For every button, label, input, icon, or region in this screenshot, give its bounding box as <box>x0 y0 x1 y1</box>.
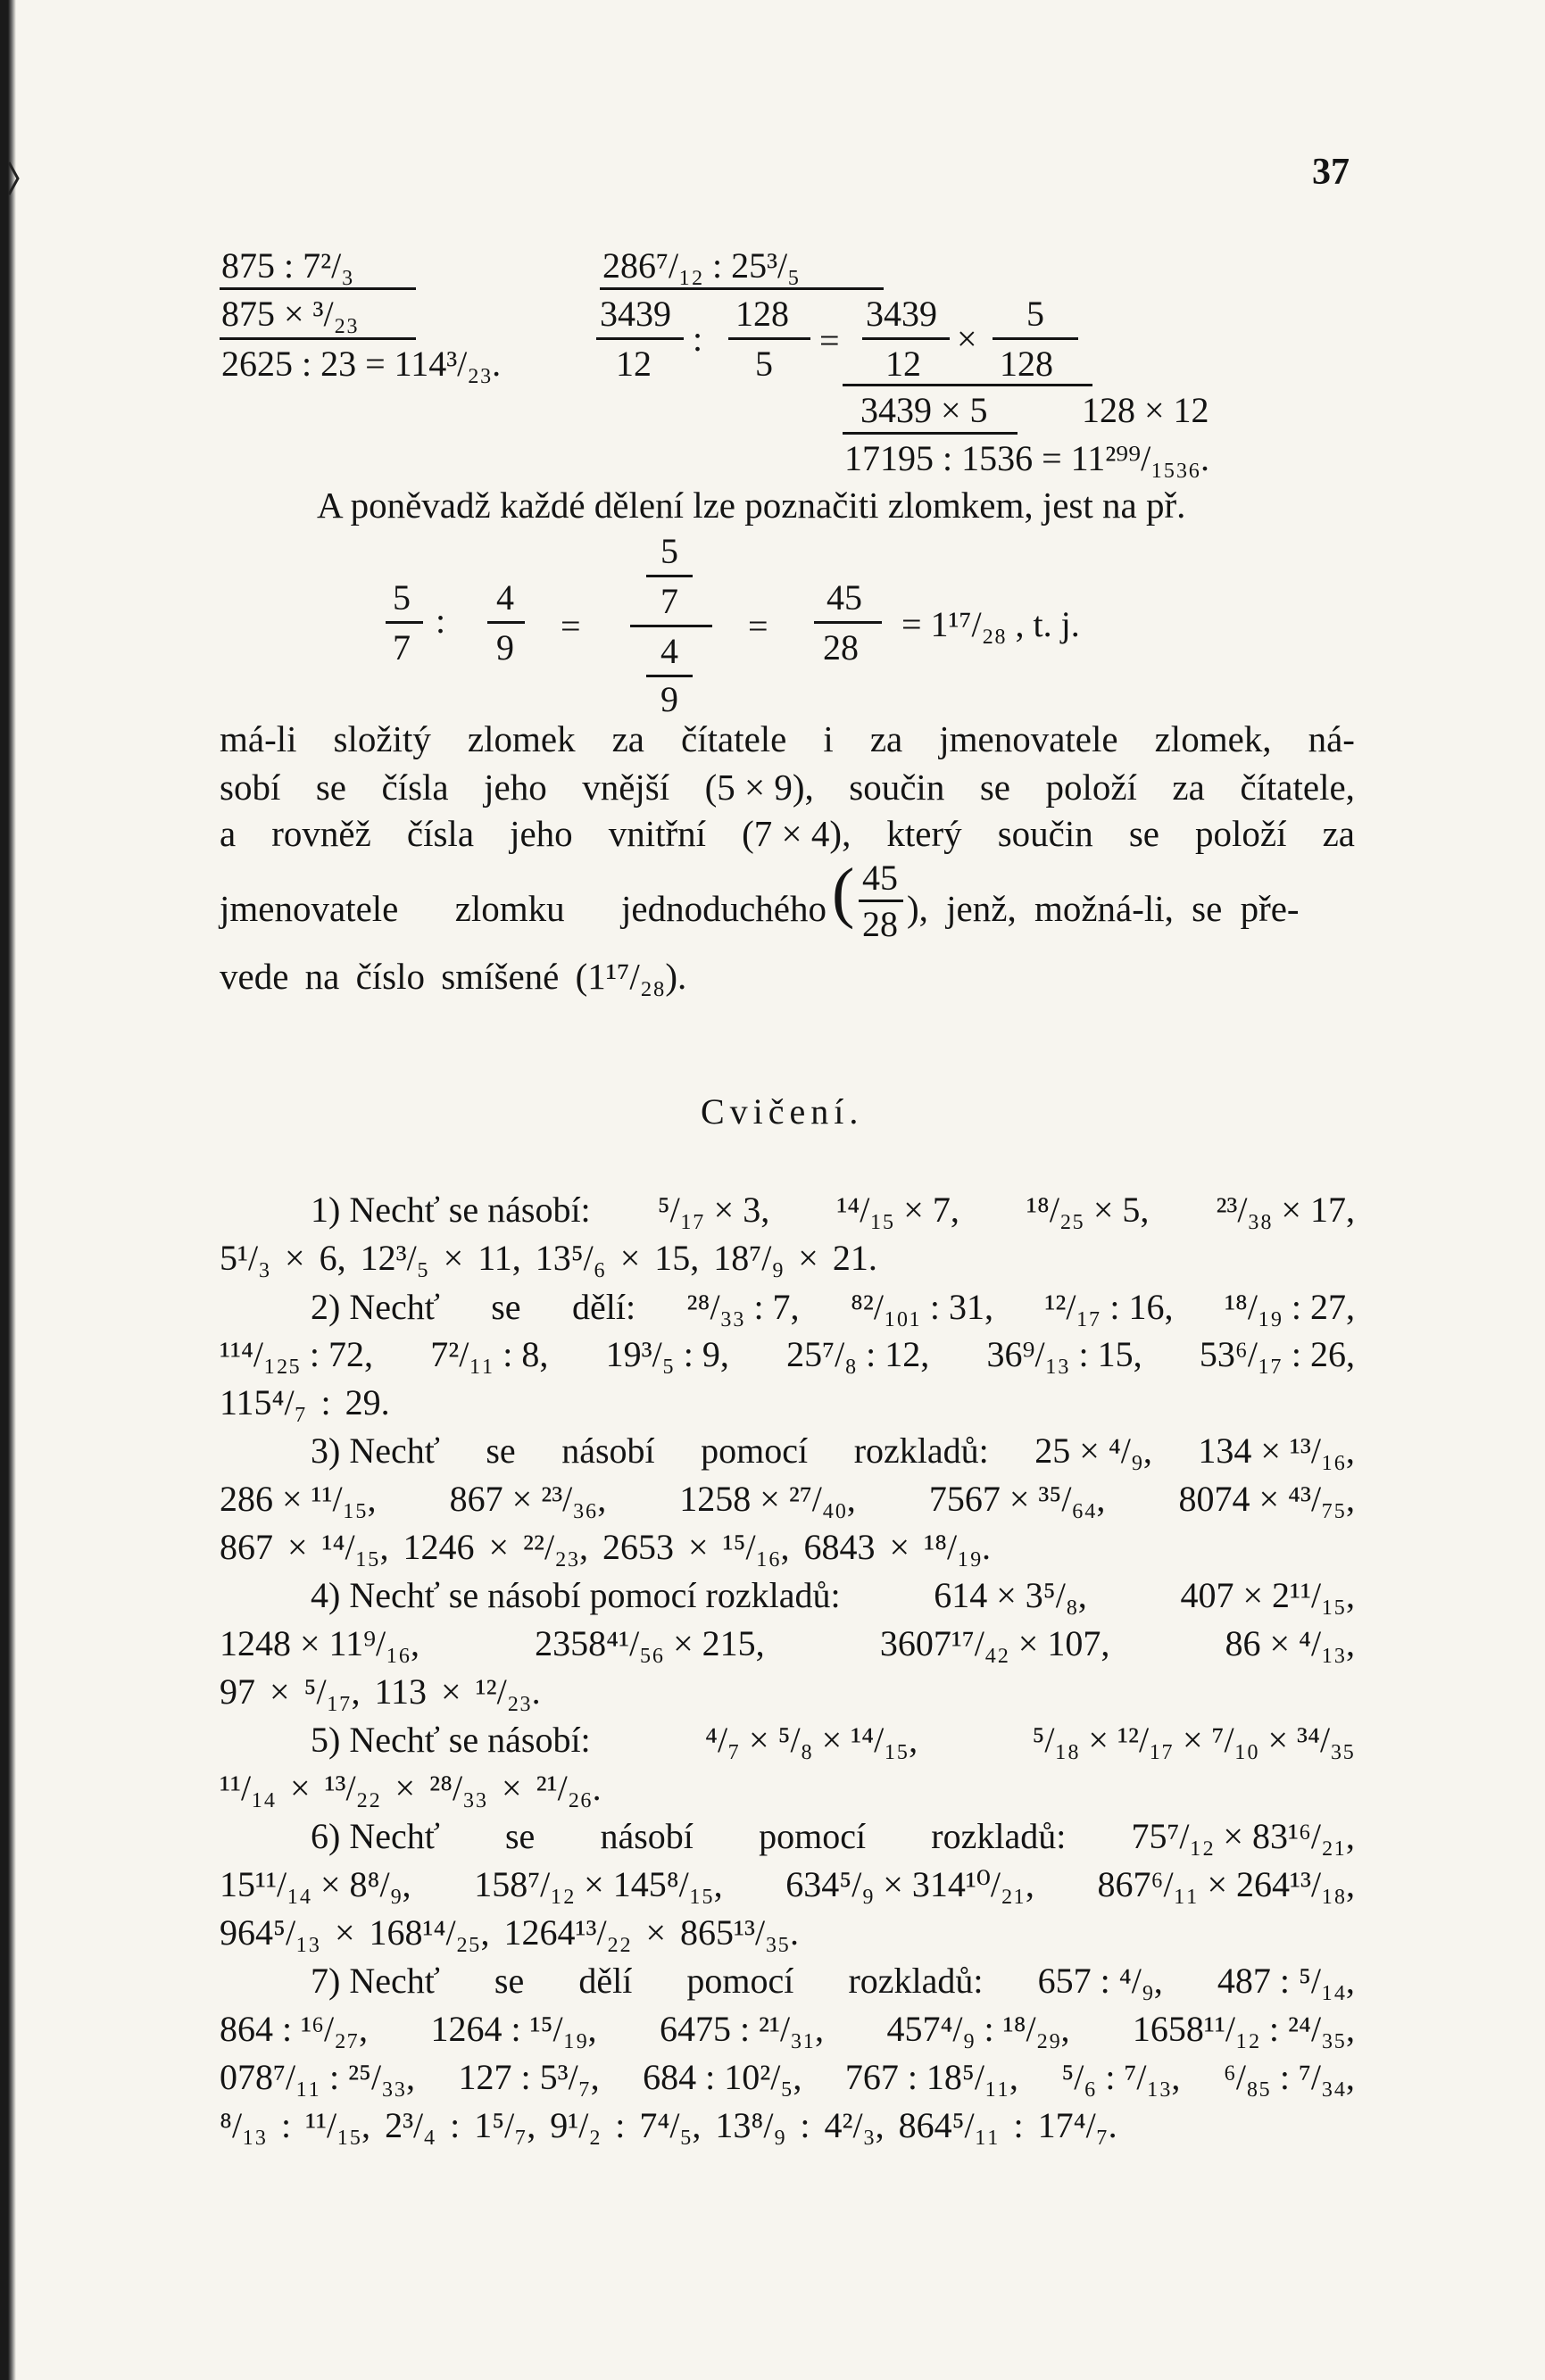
exercise-item: ¹⁸/₂₅ × 5, <box>1026 1190 1150 1230</box>
exercise-item: pomocí <box>759 1816 867 1856</box>
ex2-den3: 12 <box>885 344 921 384</box>
ex2-frac-bar2 <box>728 337 810 340</box>
cf-bot-bar <box>646 675 693 677</box>
exercise-item: 6) Nechť <box>311 1816 440 1856</box>
exercise-item: ⁵/₁₇ × 3, <box>657 1190 770 1230</box>
word: součin <box>849 767 945 808</box>
exercise-line <box>220 1770 602 1806</box>
exercise-item: ⁸/₁₃ : ¹¹/₁₅, <box>220 2105 371 2145</box>
cf-b-den: 9 <box>496 627 514 668</box>
word: čítatele <box>681 718 787 759</box>
exercise-line <box>311 1816 1355 1856</box>
exercise-item: 7567 × ³⁵/₆₄, <box>928 1479 1106 1519</box>
exercise-item: pomocí <box>686 1961 794 2001</box>
exercise-line <box>220 1334 1355 1374</box>
exercise-item: ⁴/₇ × ⁵/₈ × ¹⁴/₁₅, <box>705 1720 918 1760</box>
exercise-item: ¹¹⁴/₁₂₅ : 72, <box>220 1334 373 1374</box>
ex2-result: 17195 : 1536 = 11²⁹⁹/₁₅₃₆. <box>844 438 1209 478</box>
exercise-item: 25 × ⁴/₉, <box>1034 1430 1152 1471</box>
exercise-item: 86 × ⁴/₁₃, <box>1225 1623 1355 1663</box>
exercise-item: 614 × 3⁵/₈, <box>934 1575 1087 1615</box>
ex2-colon: : <box>693 319 703 359</box>
ex2-frac-bar3 <box>862 337 950 340</box>
exercise-item: dělí <box>578 1961 633 2001</box>
left-paren: ( <box>832 855 855 930</box>
ex2-den1: 12 <box>616 344 652 384</box>
word: složitý <box>333 718 431 759</box>
explanation-line-5: vede na číslo smíšené (1¹⁷/₂₈). <box>220 956 687 997</box>
explanation-line-4a <box>220 888 826 929</box>
cf-equals2: = <box>748 606 768 646</box>
ex2-times: × <box>957 319 977 359</box>
exercise-item: 1) Nechť se násobí: <box>311 1190 591 1230</box>
word: ná- <box>1308 718 1355 759</box>
cf-b-bar <box>487 621 525 624</box>
ex2-equals: = <box>819 320 840 361</box>
word: má-li <box>220 718 297 759</box>
exercise-item: 1658¹¹/₁₂ : ²⁴/₃₅, <box>1132 2009 1355 2049</box>
cf-colon: : <box>436 601 446 641</box>
exercise-line <box>220 2011 1355 2047</box>
exercise-line <box>220 2057 1355 2097</box>
exercise-item: 15¹¹/₁₄ × 8⁸/₉, <box>220 1864 411 1904</box>
exercise-item: 5) Nechť se násobí: <box>311 1720 591 1760</box>
exercise-item: 634⁵/₉ × 314¹⁰/₂₁, <box>785 1864 1034 1904</box>
exercise-item: 286 × ¹¹/₁₅, <box>220 1479 377 1519</box>
exercise-item: ²⁸/₃₃ : 7, <box>686 1287 800 1327</box>
exercise-item: rozkladů: <box>853 1430 989 1471</box>
exercise-line <box>220 1527 992 1567</box>
page-number: 37 <box>1312 152 1350 193</box>
exercise-item: 7²/₁₁ : 8, <box>430 1334 549 1374</box>
exercise-item: 2) Nechť <box>311 1287 440 1327</box>
ex2-product-rule <box>843 432 1018 435</box>
exercise-line <box>311 1192 1355 1228</box>
word: čísla <box>381 767 449 808</box>
exercise-item: 684 : 10²/₅, <box>643 2057 802 2097</box>
ex2-num4: 5 <box>1026 294 1044 334</box>
ex2-num1: 3439 <box>600 294 671 334</box>
explanation-frac-num: 45 <box>862 858 898 898</box>
cf-top-bar <box>646 575 693 577</box>
word: jeho <box>484 767 547 808</box>
example1-rule1 <box>220 287 416 290</box>
exercise-item: 18⁷/₉ × 21. <box>713 1238 877 1278</box>
exercise-line <box>220 2105 1117 2145</box>
word: čítatele, <box>1240 767 1355 808</box>
exercise-line <box>220 1481 1355 1517</box>
exercise-item: 867 × ²³/₃₆, <box>449 1479 607 1519</box>
ex2-bracket-rule <box>843 384 1092 386</box>
exercise-line <box>220 1240 877 1276</box>
word: který <box>886 813 962 854</box>
exercise-item: 457⁴/₉ : ¹⁸/₂₉, <box>886 2009 1070 2049</box>
exercise-item: ⁵/₆ : ⁷/₁₃, <box>1061 2057 1181 2097</box>
cf-b-num: 4 <box>496 577 514 618</box>
exercise-item: 6843 × ¹⁸/₁₉. <box>803 1527 992 1567</box>
exercise-item: 964⁵/₁₃ × 168¹⁴/₂₅, <box>220 1912 490 1953</box>
exercise-item: 864 : ¹⁶/₂₇, <box>220 2009 369 2049</box>
exercise-item: rozkladů: <box>931 1816 1067 1856</box>
exercise-item: se <box>504 1816 536 1856</box>
word: (5 × 9), <box>704 767 814 808</box>
example2-rule <box>600 287 884 290</box>
exercise-item: 867⁶/₁₁ × 264¹³/₁₈, <box>1097 1864 1355 1904</box>
exercise-item: 9¹/₂ : 7⁴/₅, <box>550 2105 702 2145</box>
word: zlomku <box>454 888 565 929</box>
cf-top-num: 5 <box>660 531 678 571</box>
exercise-item: pomocí <box>701 1430 809 1471</box>
word: a <box>220 813 237 854</box>
cf-a-num: 5 <box>393 577 411 618</box>
ex2-product2: 128 × 12 <box>1082 390 1209 430</box>
word: se <box>1128 813 1159 854</box>
word: jeho <box>510 813 573 854</box>
exercise-item: 1258 × ²⁷/₄₀, <box>679 1479 856 1519</box>
word: čísla <box>406 813 475 854</box>
exercise-item: dělí: <box>571 1287 636 1327</box>
exercise-item: 25⁷/₈ : 12, <box>786 1334 930 1374</box>
cf-top-den: 7 <box>660 581 678 621</box>
word: za <box>611 718 644 759</box>
word: součin <box>997 813 1093 854</box>
exercise-item: 13⁸/₉ : 4²/₃, <box>715 2105 885 2145</box>
exercise-item: 1246 × ²²/₂₃, <box>403 1527 589 1567</box>
exercise-item: 487 : ⁵/₁₄, <box>1217 1961 1355 2001</box>
cf-result: = 1¹⁷/₂₈ , t. j. <box>901 604 1080 644</box>
exercise-line <box>311 1430 1355 1471</box>
example1-line3: 2625 : 23 = 114³/₂₃. <box>221 344 502 384</box>
exercise-line <box>311 1963 1355 1999</box>
exercise-item: 127 : 5³/₇, <box>458 2057 600 2097</box>
exercise-line <box>220 1623 1355 1663</box>
exercise-item: násobí <box>600 1816 694 1856</box>
exercise-item: 115⁴/₇ : 29. <box>220 1382 390 1422</box>
exercise-item: ¹⁴/₁₅ × 7, <box>836 1190 959 1230</box>
exercise-item: ²³/₃₈ × 17, <box>1216 1190 1355 1230</box>
exercise-item: 1248 × 11⁹/₁₆, <box>220 1623 420 1663</box>
exercise-item: 1264¹³/₂₂ × 865¹³/₃₅. <box>503 1912 799 1953</box>
word: za <box>1172 767 1205 808</box>
explanation-line-3 <box>220 813 1355 854</box>
exercise-item: 158⁷/₁₂ × 145⁸/₁₅, <box>474 1864 723 1904</box>
exercise-item: 5¹/₃ × 6, <box>220 1238 346 1278</box>
exercise-item: 8074 × ⁴³/₇₅, <box>1178 1479 1355 1519</box>
page-binding-edge <box>0 0 16 2380</box>
ex2-frac-bar4 <box>993 337 1078 340</box>
exercise-line <box>311 1287 1355 1327</box>
exercise-item: 113 × ¹²/₂₃. <box>374 1671 541 1712</box>
exercise-line <box>220 1382 390 1422</box>
cf-r-den: 28 <box>823 627 859 668</box>
exercise-item: 1264 : ¹⁵/₁₉, <box>430 2009 597 2049</box>
exercise-item: 13⁵/₆ × 15, <box>535 1238 700 1278</box>
word: zlomek <box>467 718 576 759</box>
exercise-item: 407 × 2¹¹/₁₅, <box>1180 1575 1355 1615</box>
explanation-frac-bar <box>859 900 903 902</box>
word: položí <box>1045 767 1137 808</box>
exercise-item: 12³/₅ × 11, <box>360 1238 521 1278</box>
word: i <box>823 718 834 759</box>
exercise-line <box>220 1912 799 1953</box>
word: jmenovatele <box>220 888 399 929</box>
word: (7 × 4), <box>742 813 851 854</box>
exercise-item: se <box>491 1287 521 1327</box>
example1-line1: 875 : 7²/₃ <box>221 245 354 286</box>
cf-bot-den: 9 <box>660 679 678 719</box>
exercise-item: ¹¹/₁₄ × ¹³/₂₂ × ²⁸/₃₃ × ²¹/₂₆. <box>220 1768 602 1808</box>
exercise-line <box>220 1671 541 1712</box>
exercise-item: 2358⁴¹/₅₆ × 215, <box>535 1623 765 1663</box>
word: sobí <box>220 767 281 808</box>
cf-r-num: 45 <box>826 577 862 618</box>
exercise-item: 767 : 18⁵/₁₁, <box>844 2057 1018 2097</box>
word: vnitřní <box>608 813 707 854</box>
ex2-num2: 128 <box>735 294 789 334</box>
exercise-item: násobí <box>561 1430 655 1471</box>
exercise-item: 2³/₄ : 1⁵/₇, <box>385 2105 536 2145</box>
word: jmenovatele <box>939 718 1118 759</box>
exercise-item: 19³/₅ : 9, <box>605 1334 729 1374</box>
explanation-line-1 <box>220 718 1355 759</box>
exercise-item: ⁶/₈₅ : ⁷/₃₄, <box>1223 2057 1355 2097</box>
exercise-item: 867 × ¹⁴/₁₅, <box>220 1527 389 1567</box>
word: vnější <box>582 767 670 808</box>
word: se <box>979 767 1010 808</box>
exercise-item: se <box>486 1430 516 1471</box>
exercise-item: ¹²/₁₇ : 16, <box>1044 1287 1174 1327</box>
exercise-item: 4) Nechť se násobí pomocí rozkladů: <box>311 1575 841 1615</box>
exercise-item: 3) Nechť <box>311 1430 440 1471</box>
cf-bot-num: 4 <box>660 631 678 671</box>
exercise-item: se <box>494 1961 525 2001</box>
word: za <box>1322 813 1355 854</box>
cf-r-bar <box>814 621 882 624</box>
explanation-line-4b: ), jenž, možná-li, se pře- <box>907 888 1300 929</box>
ex2-frac-bar1 <box>596 337 684 340</box>
cf-equals1: = <box>561 606 581 646</box>
exercise-item: 97 × ⁵/₁₇, <box>220 1671 361 1712</box>
word: za <box>869 718 903 759</box>
ex2-den4: 128 <box>1000 344 1053 384</box>
ex2-product1: 3439 × 5 <box>860 390 988 430</box>
word: zlomek, <box>1154 718 1272 759</box>
exercise-item: ⁸²/₁₀₁ : 31, <box>850 1287 993 1327</box>
exercise-item: 3607¹⁷/₄₂ × 107, <box>879 1623 1110 1663</box>
margin-mark-icon <box>7 161 20 196</box>
explanation-line-2 <box>220 769 1355 806</box>
intro-sentence: A poněvadž každé dělení lze poznačiti zlomkem, jest na př. <box>317 485 1186 526</box>
word: se <box>315 767 346 808</box>
exercise-item: 864⁵/₁₁ : 17⁴/₇. <box>898 2105 1117 2145</box>
exercise-line <box>220 1864 1355 1904</box>
ex2-num3: 3439 <box>866 294 937 334</box>
section-heading: Cvičení. <box>701 1091 864 1132</box>
exercise-item: 657 : ⁴/₉, <box>1037 1961 1163 2001</box>
exercise-item: 6475 : ²¹/₃₁, <box>659 2009 825 2049</box>
cf-a-den: 7 <box>393 627 411 668</box>
example1-line2: 875 × ³/₂₃ <box>221 294 359 334</box>
word: jednoduchého <box>621 888 826 929</box>
exercise-item: 36⁹/₁₃ : 15, <box>986 1334 1142 1374</box>
exercise-item: 134 × ¹³/₁₆, <box>1198 1430 1355 1471</box>
exercise-line <box>311 1575 1355 1615</box>
word: položí <box>1195 813 1287 854</box>
exercise-line <box>311 1722 1355 1758</box>
exercise-item: ¹⁸/₁₉ : 27, <box>1224 1287 1355 1327</box>
word: rovněž <box>271 813 371 854</box>
exercise-item: 75⁷/₁₂ × 83¹⁶/₂₁, <box>1131 1816 1355 1856</box>
example2-head: 286⁷/₁₂ : 25³/₅ <box>602 245 801 286</box>
exercise-item: 2653 × ¹⁵/₁₆, <box>602 1527 790 1567</box>
exercise-item: 078⁷/₁₁ : ²⁵/₃₃, <box>220 2057 416 2097</box>
exercise-item: 53⁶/₁₇ : 26, <box>1199 1334 1355 1374</box>
exercise-item: ⁵/₁₈ × ¹²/₁₇ × ⁷/₁₀ × ³⁴/₃₅ <box>1032 1720 1355 1760</box>
ex2-den2: 5 <box>755 344 773 384</box>
exercise-item: rozkladů: <box>848 1961 984 2001</box>
explanation-frac-den: 28 <box>862 904 898 944</box>
cf-main-bar <box>630 625 712 627</box>
exercise-item: 7) Nechť <box>311 1961 440 2001</box>
example1-rule2 <box>220 337 416 340</box>
cf-a-bar <box>386 621 423 624</box>
